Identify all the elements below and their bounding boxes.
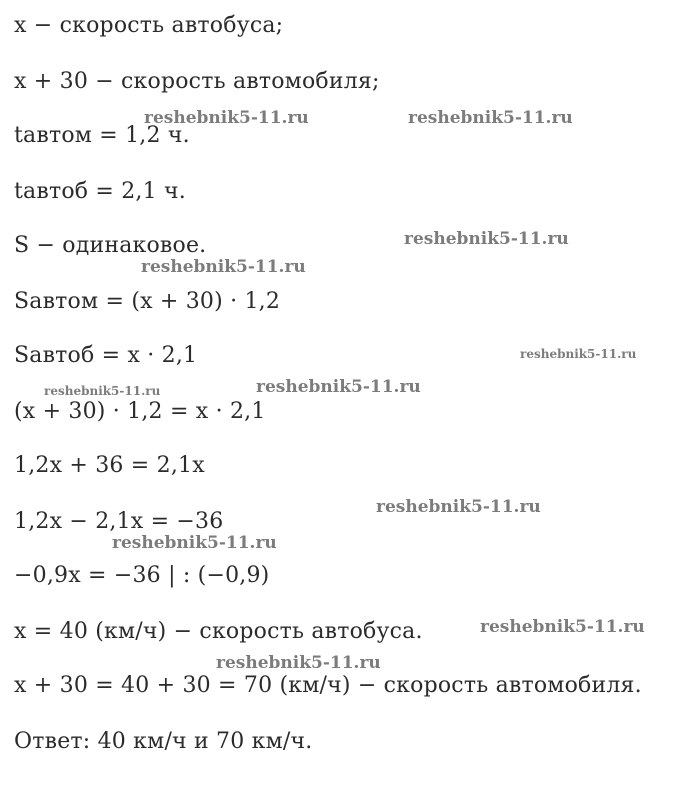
- line-distance-same: S − одинаковое.: [14, 233, 207, 258]
- line-time-car: tавтом = 1,2 ч.: [14, 123, 190, 148]
- watermark: reshebnik5-11.ru: [404, 229, 569, 249]
- line-answer: Ответ: 40 км/ч и 70 км/ч.: [14, 729, 313, 754]
- line-time-bus: tавтоб = 2,1 ч.: [14, 179, 186, 204]
- line-collect-terms: 1,2x − 2,1x = −36: [14, 509, 224, 534]
- watermark: reshebnik5-11.ru: [408, 108, 573, 128]
- watermark: reshebnik5-11.ru: [480, 617, 645, 637]
- line-bus-speed: x − скорость автобуса;: [14, 13, 284, 38]
- line-divide: −0,9x = −36 | : (−0,9): [14, 563, 270, 588]
- watermark: reshebnik5-11.ru: [216, 653, 381, 673]
- line-expanded: 1,2x + 36 = 2,1x: [14, 453, 205, 478]
- watermark: reshebnik5-11.ru: [144, 108, 309, 128]
- line-bus-result: x = 40 (км/ч) − скорость автобуса.: [14, 619, 423, 644]
- watermark: reshebnik5-11.ru: [256, 377, 421, 397]
- line-distance-bus: Sавтоб = x · 2,1: [14, 343, 198, 368]
- watermark: reshebnik5-11.ru: [141, 257, 306, 277]
- line-car-speed: x + 30 − скорость автомобиля;: [14, 69, 380, 94]
- watermark: reshebnik5-11.ru: [376, 497, 541, 517]
- watermark: reshebnik5-11.ru: [44, 384, 161, 398]
- watermark: reshebnik5-11.ru: [520, 347, 637, 361]
- watermark: reshebnik5-11.ru: [112, 533, 277, 553]
- line-distance-car: Sавтом = (x + 30) · 1,2: [14, 289, 281, 314]
- line-car-result: x + 30 = 40 + 30 = 70 (км/ч) − скорость автомобиля.: [14, 673, 642, 698]
- line-equation: (x + 30) · 1,2 = x · 2,1: [14, 399, 266, 424]
